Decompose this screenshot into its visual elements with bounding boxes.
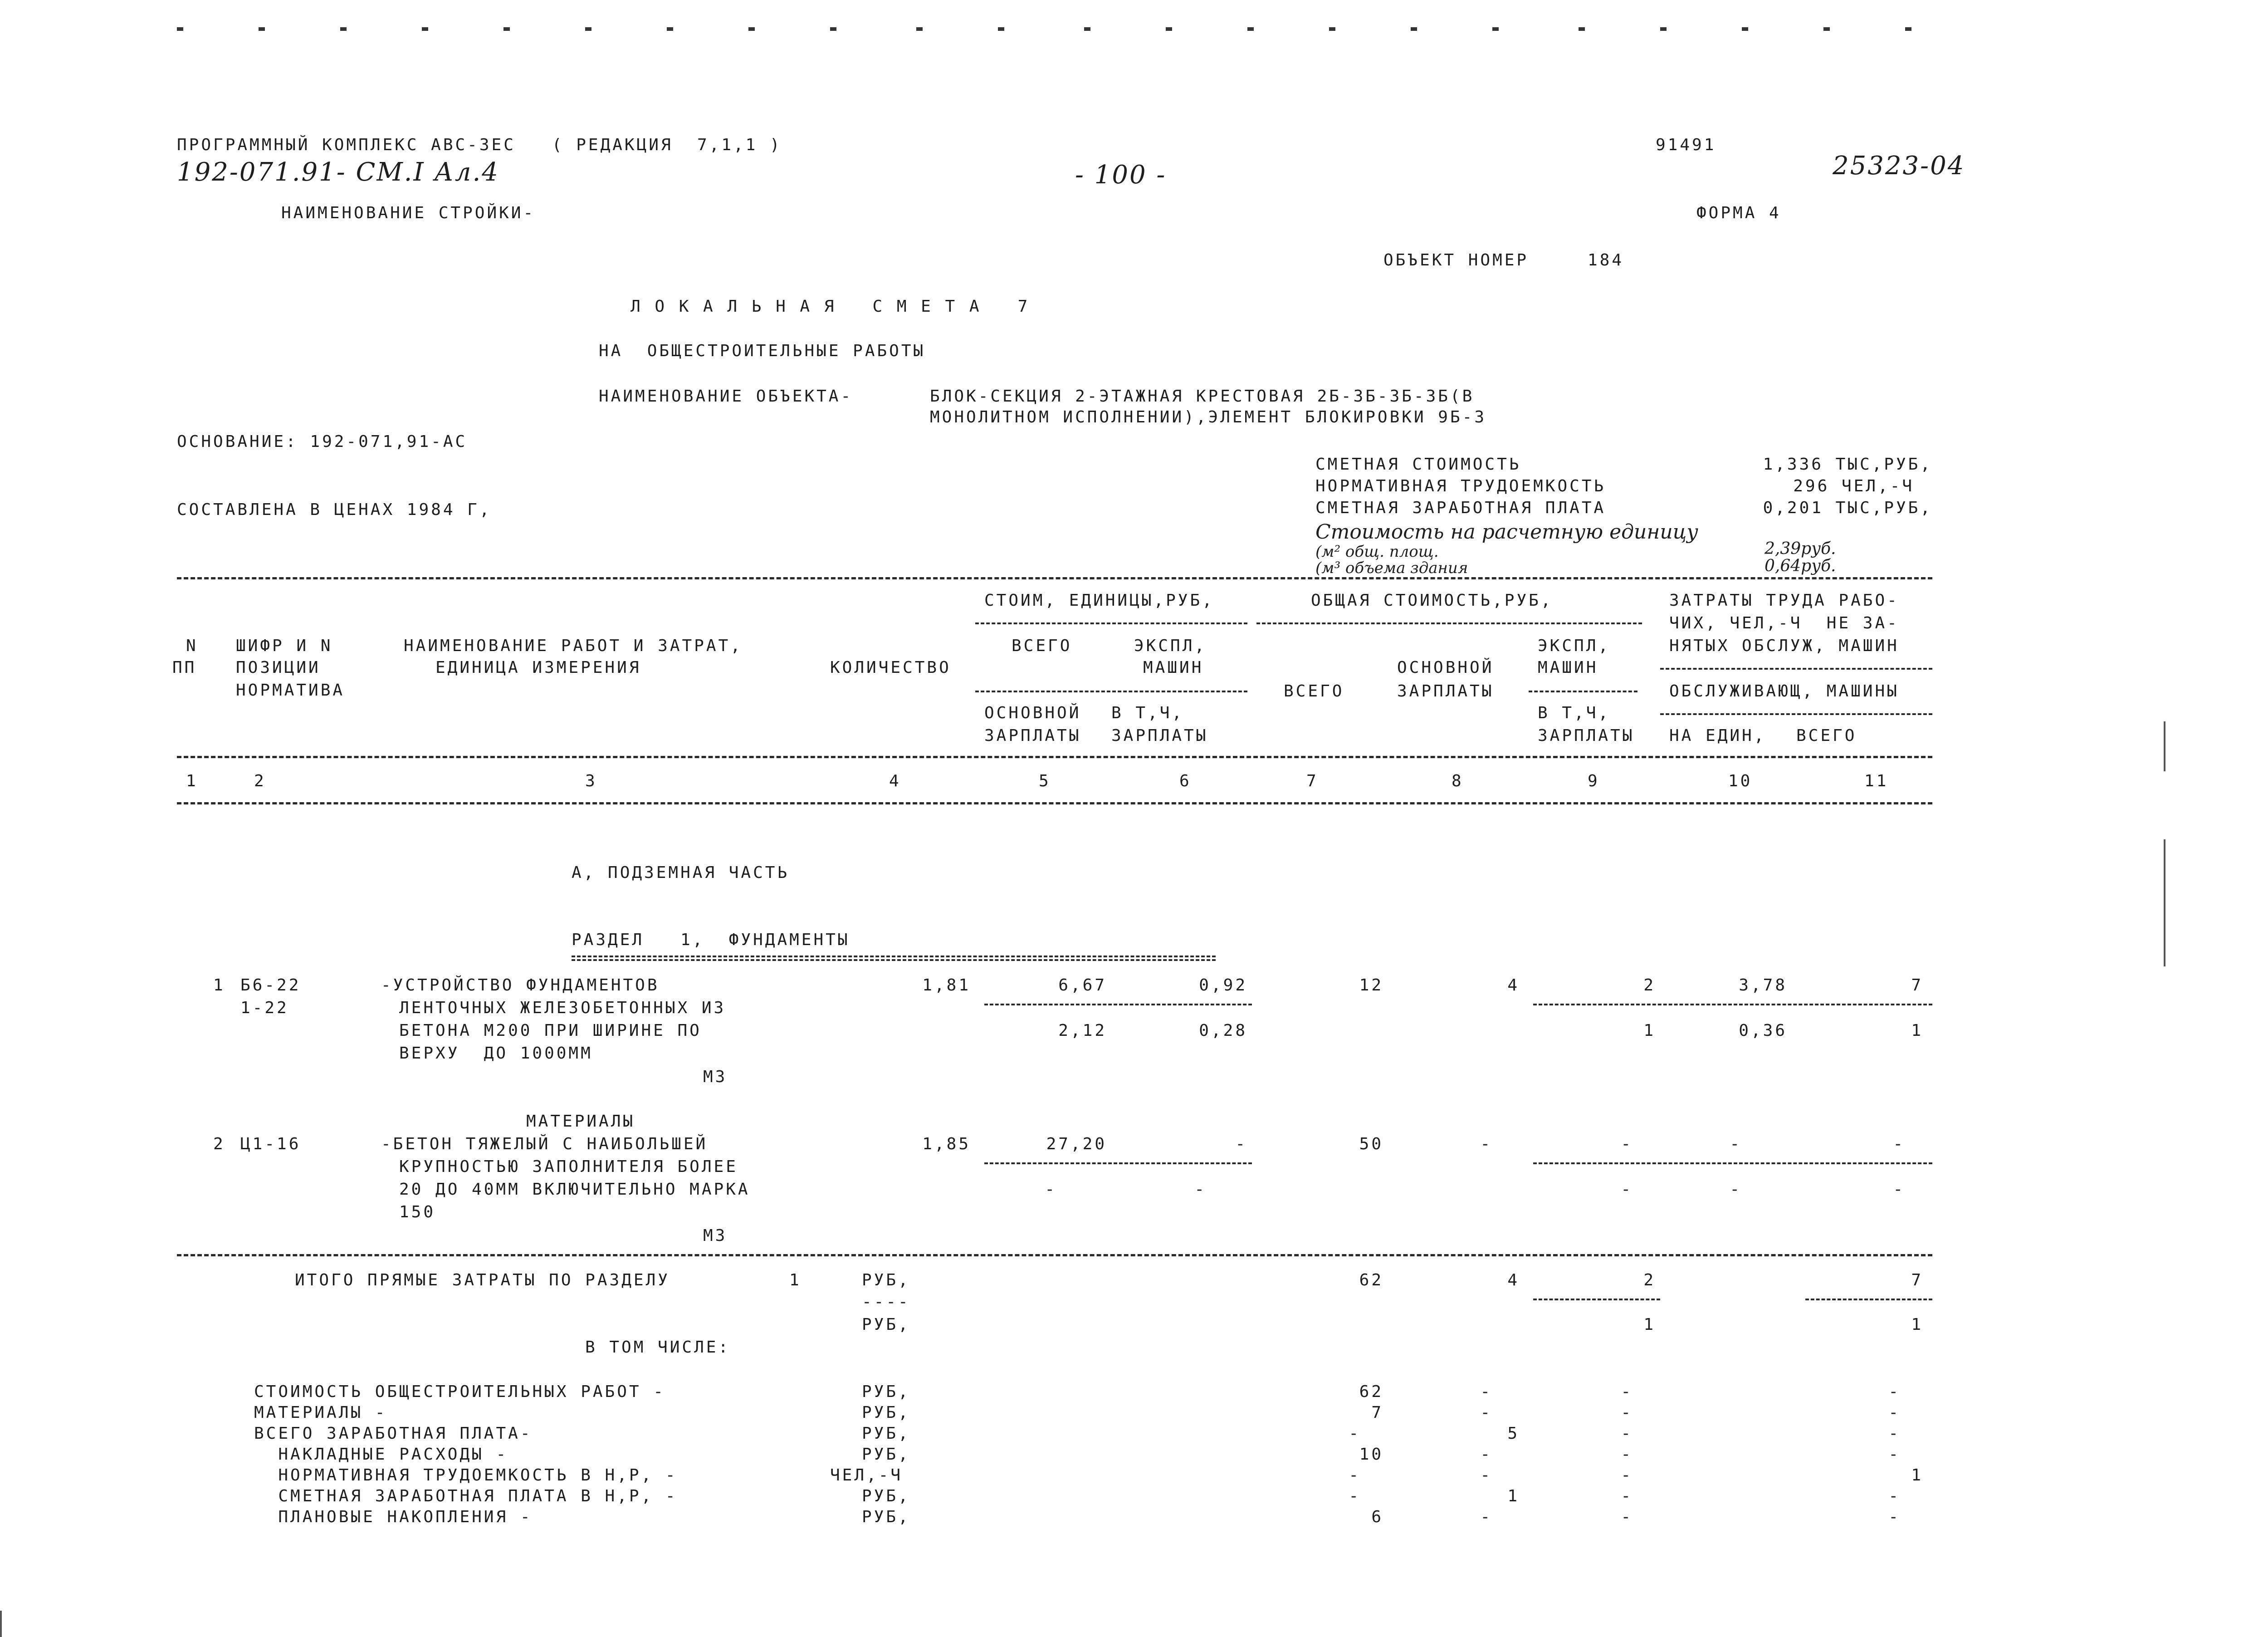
object-name-1: БЛОК-СЕКЦИЯ 2-ЭТАЖНАЯ КРЕСТОВАЯ 2Б-3Б-3Б-3Б(В	[930, 387, 1475, 406]
handwritten-volume: (м³ объема здания	[1315, 559, 1468, 577]
hdr-rule-9	[1529, 691, 1637, 692]
totals-c7: 62	[1359, 1271, 1383, 1289]
col6-h1: ЭКСПЛ,	[1134, 637, 1207, 655]
object-number-label: ОБЪЕКТ НОМЕР	[1383, 251, 1529, 270]
row1-name-3: БЕТОНА М200 ПРИ ШИРИНЕ ПО	[399, 1021, 702, 1040]
breakdown-c8: 1	[1507, 1487, 1520, 1505]
totals-rule	[177, 1254, 1932, 1256]
col7-h: ВСЕГО	[1284, 682, 1344, 701]
breakdown-unit: РУБ,	[862, 1508, 910, 1526]
breakdown-c8: -	[1480, 1445, 1492, 1464]
col9-h2: МАШИН	[1538, 658, 1598, 677]
col1011-h4: ОБСЛУЖИВАЮЩ, МАШИНЫ	[1669, 682, 1899, 701]
row2-name-2: КРУПНОСТЬЮ ЗАПОЛНИТЕЛЯ БОЛЕЕ	[399, 1157, 738, 1176]
breakdown-c7: -	[1349, 1424, 1361, 1443]
col1-h1: N	[186, 637, 198, 655]
row1-sub-rule-56	[984, 1004, 1252, 1005]
row2-c5: 27,20	[1046, 1135, 1107, 1153]
estimate-title: Л О К А Л Ь Н А Я С М Е Т А 7	[631, 297, 1030, 316]
breakdown-label: ПЛАНОВЫЕ НАКОПЛЕНИЯ -	[254, 1508, 533, 1526]
totals-unit2: РУБ,	[862, 1315, 910, 1334]
breakdown-c7: 6	[1371, 1508, 1383, 1526]
row2-sub-rule-56	[984, 1162, 1252, 1164]
scan-mark-right	[2164, 721, 2165, 771]
row2-sub-rule-911	[1533, 1162, 1932, 1164]
program-line: ПРОГРАММНЫЙ КОМПЛЕКС АВС-3ЕС ( РЕДАКЦИЯ 7,1,1 )	[177, 136, 782, 154]
col789-h-top: ОБЩАЯ СТОИМОСТЬ,РУБ,	[1311, 591, 1553, 610]
breakdown-c9: -	[1621, 1382, 1633, 1401]
breakdown-label: НАКЛАДНЫЕ РАСХОДЫ -	[254, 1445, 508, 1464]
breakdown-c9: -	[1621, 1487, 1633, 1505]
basis-line: ОСНОВАНИЕ: 192-071,91-АС	[177, 432, 468, 451]
col9-h1: ЭКСПЛ,	[1538, 637, 1611, 655]
row1-c6b: 0,28	[1199, 1021, 1247, 1040]
forma-label: ФОРМА 4	[1696, 204, 1781, 222]
breakdown-c11: -	[1888, 1487, 1901, 1505]
row2-c11b: -	[1893, 1180, 1905, 1199]
hdr-rule-1011	[1660, 668, 1932, 670]
breakdown-c7: -	[1349, 1487, 1361, 1505]
handwritten-unit-cost: Стоимость на расчетную единицу	[1315, 520, 1698, 544]
col5-h3: ОСНОВНОЙ	[984, 704, 1081, 722]
row2-name-3: 20 ДО 40ММ ВКЛЮЧИТЕЛЬНО МАРКА	[399, 1180, 750, 1199]
row2-c9: -	[1621, 1135, 1633, 1153]
part-title: А, ПОДЗЕМНАЯ ЧАСТЬ	[572, 863, 790, 882]
row2-c5b: -	[1045, 1180, 1057, 1199]
breakdown-c8: -	[1480, 1382, 1492, 1401]
colnum-11: 11	[1864, 772, 1889, 790]
estimate-subtitle: НА ОБЩЕСТРОИТЕЛЬНЫЕ РАБОТЫ	[599, 342, 926, 360]
razdel-rule-2	[572, 959, 1216, 961]
header-rule-mid	[177, 756, 1932, 758]
header-rule-bottom	[177, 802, 1932, 804]
row1-unit: М3	[703, 1068, 728, 1086]
summary-label-cost: СМЕТНАЯ СТОИМОСТЬ	[1315, 455, 1521, 474]
breakdown-c9: -	[1621, 1445, 1633, 1464]
breakdown-c9: -	[1621, 1508, 1633, 1526]
colnum-2: 2	[254, 772, 266, 790]
row2-c10: -	[1730, 1135, 1742, 1153]
row1-sub-rule-911	[1533, 1004, 1932, 1005]
breakdown-unit: РУБ,	[862, 1445, 910, 1464]
col6-h4: ЗАРПЛАТЫ	[1111, 726, 1208, 745]
col56-h-top: СТОИМ, ЕДИНИЦЫ,РУБ,	[984, 591, 1214, 610]
breakdown-c9: -	[1621, 1466, 1633, 1485]
row1-code2: 1-22	[240, 999, 289, 1017]
breakdown-c11: -	[1888, 1403, 1901, 1422]
row1-c6: 0,92	[1199, 976, 1247, 995]
row2-code: Ц1-16	[240, 1135, 301, 1153]
summary-label-labor: НОРМАТИВНАЯ ТРУДОЕМКОСТЬ	[1315, 477, 1606, 495]
breakdown-c11: -	[1888, 1424, 1901, 1443]
col5-h1: ВСЕГО	[1012, 637, 1072, 655]
row2-c6: -	[1235, 1135, 1247, 1153]
breakdown-c7: 7	[1371, 1403, 1383, 1422]
handwritten-volume-value: 0,64руб.	[1765, 557, 1836, 575]
row1-c10b: 0,36	[1739, 1021, 1787, 1040]
totals-c9: 2	[1643, 1271, 1656, 1289]
col1011-h2: ЧИХ, ЧЕЛ,-Ч НЕ ЗА-	[1669, 614, 1899, 632]
summary-value-cost: 1,336 ТЫС,РУБ,	[1763, 455, 1932, 474]
object-name-label: НАИМЕНОВАНИЕ ОБЪЕКТА-	[599, 387, 853, 406]
col1-h2: ПП	[172, 658, 197, 677]
col2-h3: НОРМАТИВА	[236, 681, 345, 700]
prices-line: СОСТАВЛЕНА В ЦЕНАХ 1984 Г,	[177, 500, 492, 519]
colnum-1: 1	[186, 772, 198, 790]
totals-sub-rule-9	[1533, 1299, 1660, 1300]
breakdown-c9: -	[1621, 1424, 1633, 1443]
colnum-3: 3	[585, 772, 597, 790]
row2-n: 2	[213, 1135, 225, 1153]
totals-label: ИТОГО ПРЯМЫЕ ЗАТРАТЫ ПО РАЗДЕЛУ	[295, 1271, 670, 1289]
totals-sub-rule-11	[1805, 1299, 1932, 1300]
colnum-9: 9	[1588, 772, 1600, 790]
row1-c9b: 1	[1643, 1021, 1656, 1040]
totals-c8: 4	[1507, 1271, 1520, 1289]
col6-h2: МАШИН	[1143, 658, 1204, 677]
razdel-title: РАЗДЕЛ 1, ФУНДАМЕНТЫ	[572, 931, 850, 949]
breakdown-c11: -	[1888, 1445, 1901, 1464]
colnum-6: 6	[1179, 772, 1192, 790]
breakdown-label: СМЕТНАЯ ЗАРАБОТНАЯ ПЛАТА В Н,Р, -	[254, 1487, 678, 1505]
object-name-2: МОНОЛИТНОМ ИСПОЛНЕНИИ),ЭЛЕМЕНТ БЛОКИРОВКИ 9Б-3	[930, 408, 1486, 426]
row1-name-2: ЛЕНТОЧНЫХ ЖЕЛЕЗОБЕТОННЫХ ИЗ	[399, 999, 726, 1017]
colnum-5: 5	[1039, 772, 1051, 790]
colnum-10: 10	[1728, 772, 1753, 790]
col11-h: ВСЕГО	[1796, 726, 1857, 745]
breakdown-unit: ЧЕЛ,-Ч	[830, 1466, 903, 1485]
doc-code-25323: 25323-04	[1833, 151, 1965, 181]
col8-h1: ОСНОВНОЙ	[1397, 658, 1494, 677]
col8-h2: ЗАРПЛАТЫ	[1397, 682, 1494, 701]
col1011-h3: НЯТЫХ ОБСЛУЖ, МАШИН	[1669, 637, 1899, 655]
handwritten-area-value: 2,39руб.	[1765, 539, 1836, 558]
scan-mark-right-2	[2164, 839, 2165, 966]
handwritten-area: (м² общ. площ.	[1315, 543, 1439, 561]
breakdown-c11: 1	[1911, 1466, 1923, 1485]
summary-value-labor: 296 ЧЕЛ,-Ч	[1793, 477, 1914, 495]
breakdown-label: СТОИМОСТЬ ОБЩЕСТРОИТЕЛЬНЫХ РАБОТ -	[254, 1382, 665, 1401]
row2-c9b: -	[1621, 1180, 1633, 1199]
col3-h2: ЕДИНИЦА ИЗМЕРЕНИЯ	[435, 658, 641, 677]
col2-h1: ШИФР И N	[236, 637, 333, 655]
header-rule-top	[177, 577, 1932, 579]
col9-h4: ЗАРПЛАТЫ	[1538, 726, 1635, 745]
totals-unit-sep: ----	[862, 1293, 910, 1311]
row2-c8: -	[1480, 1135, 1492, 1153]
scan-mark-left	[0, 1611, 2, 1637]
doc-code: 192-071.91- СМ.I Ал.4	[177, 157, 499, 187]
breakdown-c8: 5	[1507, 1424, 1520, 1443]
stroyka-label: НАИМЕНОВАНИЕ СТРОЙКИ-	[281, 204, 536, 222]
row1-c10: 3,78	[1739, 976, 1787, 995]
col10-h: НА ЕДИН,	[1669, 726, 1766, 745]
page-number: - 100 -	[1075, 160, 1167, 190]
hdr-rule-1011b	[1660, 713, 1932, 715]
breakdown-unit: РУБ,	[862, 1424, 910, 1443]
including-label: В ТОМ ЧИСЛЕ:	[585, 1338, 731, 1357]
row2-unit: М3	[703, 1226, 728, 1245]
row1-name-4: ВЕРХУ ДО 1000ММ	[399, 1044, 593, 1063]
hdr-rule-56	[975, 622, 1247, 624]
col2-h2: ПОЗИЦИИ	[236, 658, 321, 677]
hdr-rule-56b	[975, 691, 1247, 692]
summary-label-wage: СМЕТНАЯ ЗАРАБОТНАЯ ПЛАТА	[1315, 499, 1606, 517]
col6-h3: В Т,Ч,	[1111, 704, 1184, 722]
materials-group: МАТЕРИАЛЫ	[526, 1112, 635, 1131]
row1-name-1: -УСТРОЙСТВО ФУНДАМЕНТОВ	[381, 976, 660, 995]
row1-c5b: 2,12	[1058, 1021, 1107, 1040]
row2-name-4: 150	[399, 1203, 436, 1221]
colnum-4: 4	[889, 772, 901, 790]
breakdown-unit: РУБ,	[862, 1487, 910, 1505]
breakdown-c11: -	[1888, 1508, 1901, 1526]
col3-h1: НАИМЕНОВАНИЕ РАБОТ И ЗАТРАТ,	[404, 637, 743, 655]
row1-c5: 6,67	[1058, 976, 1107, 995]
row1-c11b: 1	[1911, 1021, 1923, 1040]
row1-c11: 7	[1911, 976, 1923, 995]
totals-razdel: 1	[789, 1271, 802, 1289]
breakdown-c7: 10	[1359, 1445, 1383, 1464]
breakdown-c7: 62	[1359, 1382, 1383, 1401]
row1-c9: 2	[1643, 976, 1656, 995]
totals-c11: 7	[1911, 1271, 1923, 1289]
breakdown-label: НОРМАТИВНАЯ ТРУДОЕМКОСТЬ В Н,Р, -	[254, 1466, 678, 1485]
row2-name-1: -БЕТОН ТЯЖЕЛЫЙ С НАИБОЛЬШЕЙ	[381, 1135, 708, 1153]
colnum-8: 8	[1452, 772, 1464, 790]
row1-code: Б6-22	[240, 976, 301, 995]
totals-unit: РУБ,	[862, 1271, 910, 1289]
breakdown-c8: -	[1480, 1466, 1492, 1485]
row1-c7: 12	[1359, 976, 1383, 995]
row1-qty: 1,81	[922, 976, 971, 995]
doc-code-91491: 91491	[1656, 136, 1716, 154]
breakdown-c11: -	[1888, 1382, 1901, 1401]
breakdown-label: ВСЕГО ЗАРАБОТНАЯ ПЛАТА-	[254, 1424, 533, 1443]
breakdown-c7: -	[1349, 1466, 1361, 1485]
breakdown-unit: РУБ,	[862, 1403, 910, 1422]
totals-c9b: 1	[1643, 1315, 1656, 1334]
breakdown-label: МАТЕРИАЛЫ -	[254, 1403, 387, 1422]
breakdown-unit: РУБ,	[862, 1382, 910, 1401]
col9-h3: В Т,Ч,	[1538, 704, 1611, 722]
object-number: 184	[1588, 251, 1624, 270]
row2-c11: -	[1893, 1135, 1905, 1153]
row2-c7: 50	[1359, 1135, 1383, 1153]
col4-h: КОЛИЧЕСТВО	[830, 658, 951, 677]
hdr-rule-789	[1256, 622, 1642, 624]
col1011-h1: ЗАТРАТЫ ТРУДА РАБО-	[1669, 591, 1899, 610]
row1-n: 1	[213, 976, 225, 995]
breakdown-c8: -	[1480, 1508, 1492, 1526]
breakdown-c9: -	[1621, 1403, 1633, 1422]
row2-c6b: -	[1194, 1180, 1207, 1199]
col5-h4: ЗАРПЛАТЫ	[984, 726, 1081, 745]
breakdown-c8: -	[1480, 1403, 1492, 1422]
colnum-7: 7	[1306, 772, 1319, 790]
row2-c10b: -	[1730, 1180, 1742, 1199]
totals-c11b: 1	[1911, 1315, 1923, 1334]
razdel-rule	[572, 956, 1216, 957]
summary-value-wage: 0,201 ТЫС,РУБ,	[1763, 499, 1932, 517]
row1-c8: 4	[1507, 976, 1520, 995]
row2-qty: 1,85	[922, 1135, 971, 1153]
